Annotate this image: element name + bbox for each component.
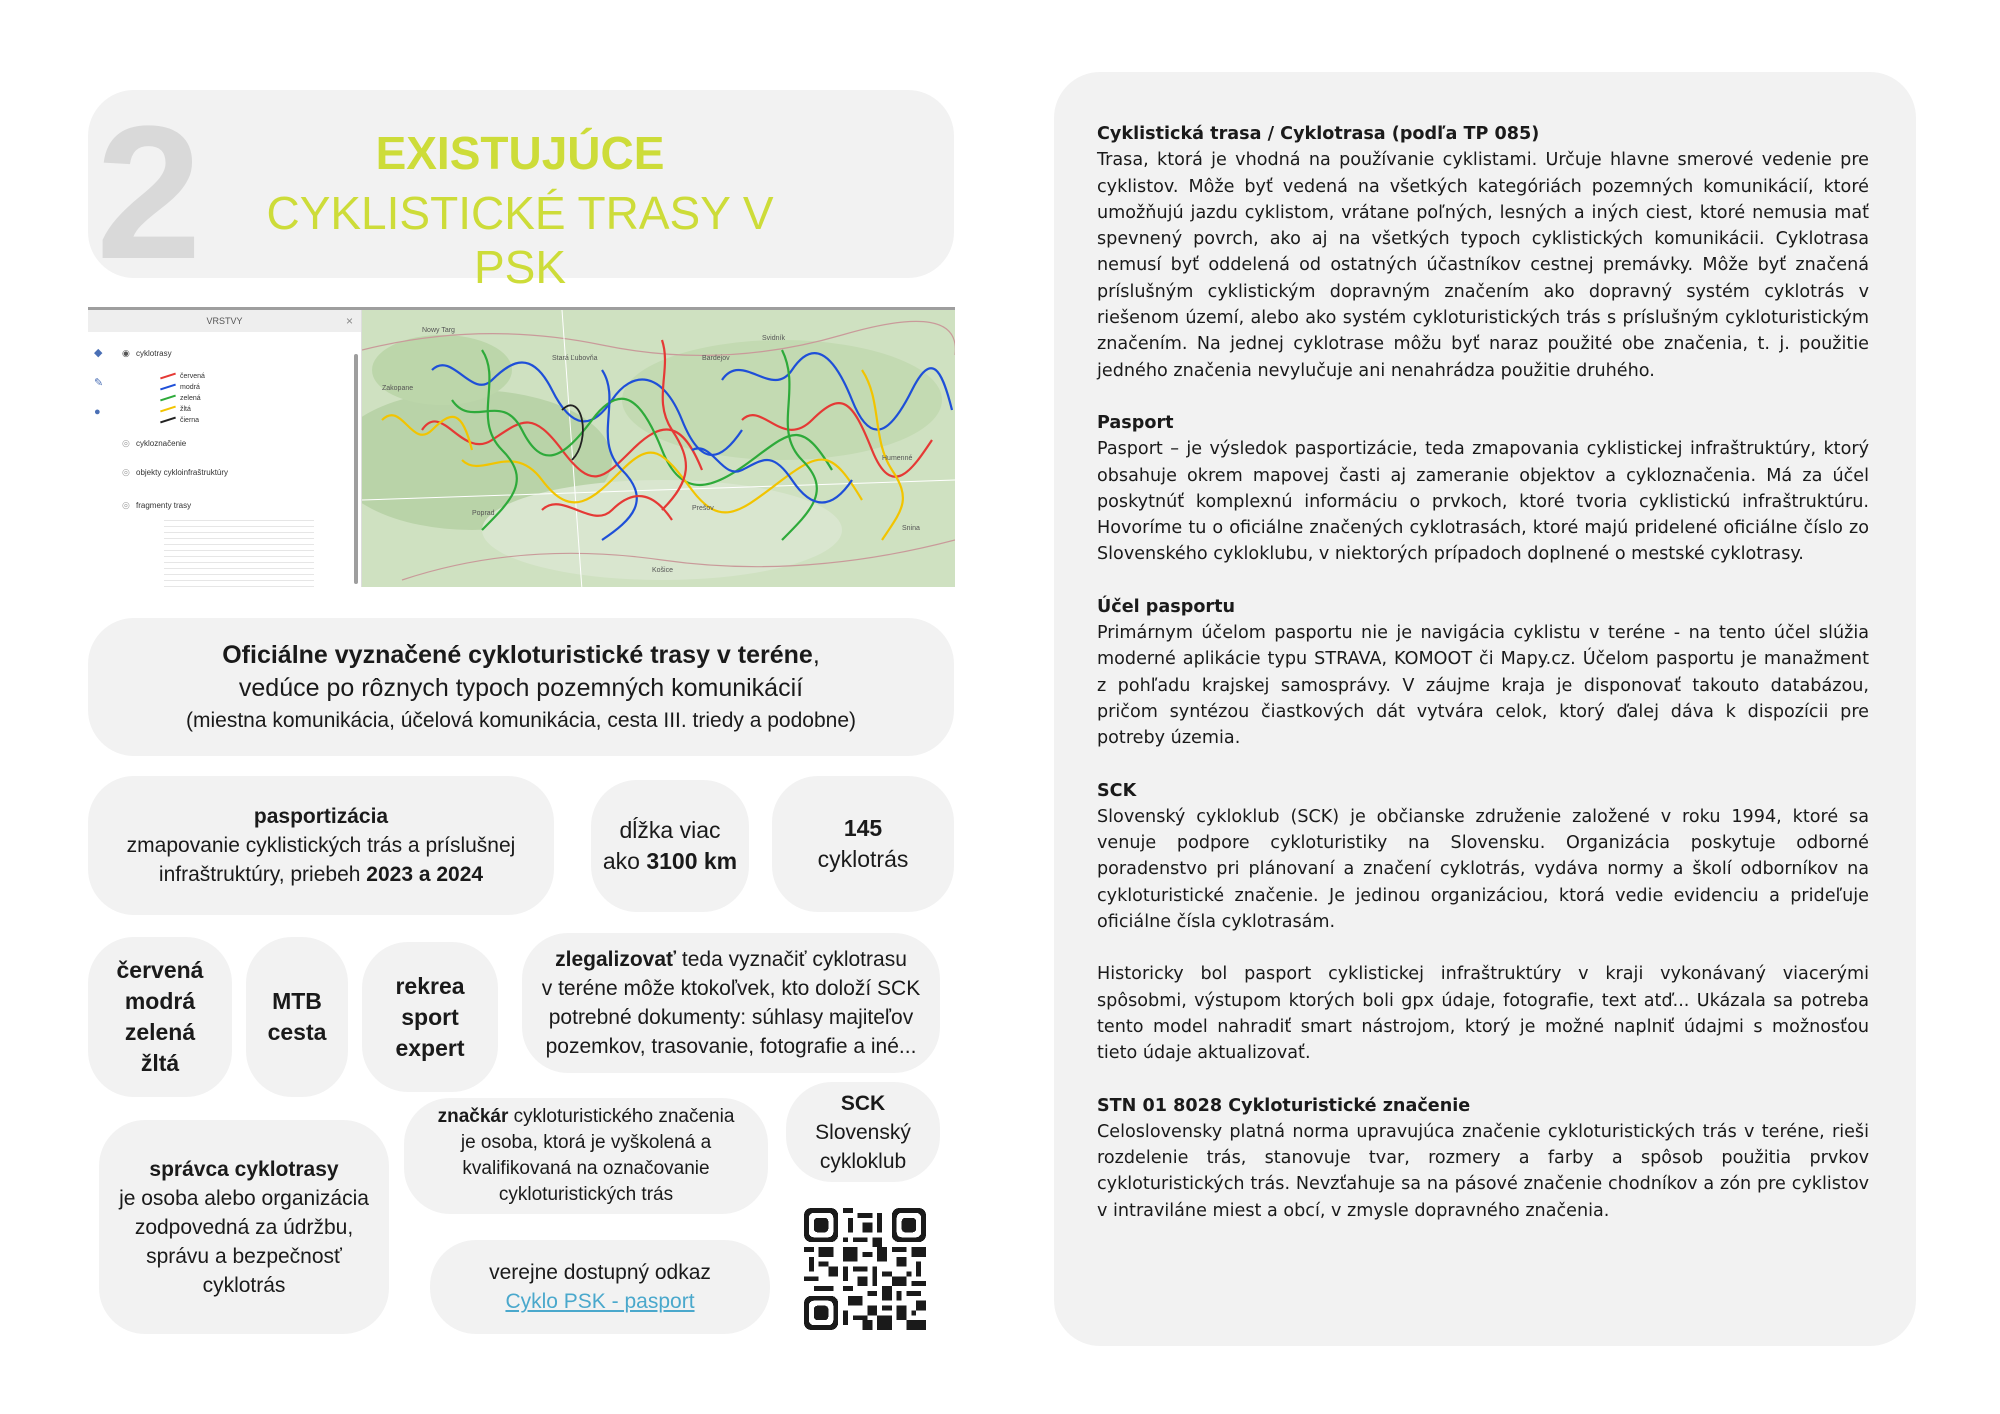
page-title: EXISTUJÚCE <box>375 127 665 179</box>
map-place-label: Humenné <box>882 455 913 462</box>
section-body: Trasa, ktorá je vhodná na používanie cyklistami. Určuje hlavne smerové vedenie pre cyklistov. Môže byť vedená na všetkých kategóriách pozemných komunikácií, ktoré umožňujú jazdu cyklistom, vrátane poľných, lesných a iných ciest, ktoré nemusia mať spevnený povrch, ako aj na všetkých typoch cyklistických komunikácii. Cyklotrasa nemusí byť oddelená od ostatných účastníkov cestnej premávky. Môže byť značená príslušným cyklistickým dopravným značením ako dopravný systém cyklotrás v riešenom území, alebo ako systém cykloturistických trás s príslušným cykloturistickým značením. Na jednej cyklotrase môžu byť naraz použité obe značenia, t. j. použitie jedného značenia nevylučuje ani nenahrádza použitie druhého. <box>1097 150 1869 381</box>
layer-objekty[interactable]: objekty cykloinfraštruktúry <box>136 468 229 477</box>
map-place-label: Košice <box>652 567 674 574</box>
map-place-label: Zakopane <box>382 385 414 392</box>
layers-panel-title: VRSTVY <box>88 310 361 332</box>
route-manager-card: správca cyklotrasy je osoba alebo organizácia zodpovedná za údržbu, správu a bezpečnosť cyklotrás <box>99 1120 389 1334</box>
close-icon[interactable]: × <box>345 314 353 328</box>
section-body: Primárnym účelom pasportu nie je navigácia cyklistu v teréne - na tento účel slúžia moderné aplikácie typu STRAVA, KOMOOT či Mapy.cz. Účelom pasportu je manažment z pohľadu krajskej samosprávy. V záujme kraja je disponovať takouto databázou, pričom syntézou čiastkových dát vytvára celok, ktorý ďalej dáva k dispozícii pre potreby územia. <box>1097 623 1869 749</box>
section-body: Pasport – je výsledok pasportizácie, teda zmapovania cyklistickej infraštruktúry, ktorý obsahuje okrem mapovej časti aj zameranie objektov a cykloznačenia. Má za účel poskytnúť komplexnú informáciu o prvkoch, ktoré tvoria cyklistickú infraštruktúru. Hovoríme tu o oficiálne značených cyklotrasách, ktoré majú pridelené oficiálne číslo zo Slovenského cykloklubu, v niektorých prípadoch doplnené o mestské cyklotrasy. <box>1097 439 1869 565</box>
eye-off-icon[interactable]: ◎ <box>122 438 130 448</box>
section-body: Slovenský cykloklub (SCK) je občianske združenie založené v roku 1994, ktoré sa venuje podpore cykloturistiky na Slovensku. Organizácia poskytuje odborné poradenstvo pri plánovaní a značení cyklotrás, vydáva normy a školí odborníkov na cykloturistické značenie. Je jedinou organizáciou, ktorá vedie evidenciu a prideľuje oficiálne čísla cyklotrasám. <box>1097 806 1869 933</box>
definition-section <box>1097 594 1869 752</box>
map-place-label: Svidník <box>762 335 785 342</box>
legend-item: čierna <box>160 417 199 427</box>
legend-item: červená <box>160 373 205 383</box>
difficulty-card: rekrea sport expert <box>362 942 498 1092</box>
page-subtitle: CYKLISTICKÉ TRASY V PSK <box>266 187 774 293</box>
public-link-card: verejne dostupný odkaz Cyklo PSK - pasport <box>430 1240 770 1334</box>
definition-section <box>1097 121 1869 384</box>
definition-section <box>1097 778 1869 936</box>
sck-card: SCK Slovenský cykloklub <box>786 1082 940 1182</box>
map-screenshot <box>88 307 955 587</box>
map-place-label: Poprad <box>472 510 495 517</box>
official-routes-card: Oficiálne vyznačené cykloturistické trasy v teréne, vedúce po rôznych typoch pozemných komunikácií (miestna komunikácia, účelová komunikácia, cesta III. triedy a podobne) <box>88 618 954 756</box>
map-place-label: Stará Ľubovňa <box>552 355 598 362</box>
section-heading: Pasport <box>1097 412 1174 433</box>
layer-fragmenty[interactable]: fragmenty trasy <box>136 501 192 510</box>
map-place-label: Prešov <box>692 505 714 512</box>
pasportization-card: pasportizácia zmapovanie cyklistických trás a príslušnej infraštruktúry, priebeh 2023 a 2024 <box>88 776 554 915</box>
definition-section <box>1097 961 1869 1066</box>
legend-item: zelená <box>160 395 201 405</box>
section-body: Historicky bol pasport cyklistickej infraštruktúry v kraji vykonávaný viacerými spôsobmi, výstupom ktorých boli gpx údaje, fotografie, text atď... Ukázala sa potreba tento model nahradiť smart nástrojom, ktorý je možné naplniť údajmi s možnosťou tieto údaje aktualizovať. <box>1097 964 1869 1064</box>
legend-item: modrá <box>160 384 200 394</box>
marker-card: značkár cykloturistického značenia je osoba, ktorá je vyškolená a kvalifikovaná na označovanie cykloturistických trás <box>404 1098 768 1214</box>
fragment-sublist <box>164 515 314 587</box>
section-number: 2 <box>96 87 202 299</box>
legend-item: žltá <box>160 406 191 416</box>
definitions-text <box>1097 121 1869 1250</box>
map-place-label: Bardejov <box>702 355 730 362</box>
definition-section <box>1097 1093 1869 1224</box>
section-body: Celoslovensky platná norma upravujúca značenie cykloturistických trás v teréne, rieši rozdelenie trás, stanovuje tvar, rozmery a farby a spôsob použitia prvkov cykloturistických trás. Nevzťahuje sa na pásové značenie chodníkov a zón pre cyklistov v intraviláne miest a obcí, v zmysle dopravného značenia. <box>1097 1121 1869 1221</box>
length-card: dĺžka viac ako 3100 km <box>591 780 749 912</box>
legalize-card: zlegalizovať teda vyznačiť cyklotrasu v teréne môže ktokoľvek, kto doloží SCK potrebné dokumenty: súhlasy majiteľov pozemkov, trasovanie, fotografie a iné... <box>522 933 940 1073</box>
layers-scrollbar[interactable] <box>354 354 358 584</box>
layer-cykloznacenie[interactable]: cykloznačenie <box>136 439 187 448</box>
section-heading: STN 01 8028 Cykloturistické značenie <box>1097 1095 1471 1116</box>
pencil-icon[interactable]: ✎ <box>94 377 104 389</box>
section-heading: Účel pasportu <box>1097 596 1236 617</box>
route-count-card: 145 cyklotrás <box>772 776 954 912</box>
map-view[interactable] <box>362 310 955 587</box>
qr-code[interactable] <box>804 1208 926 1330</box>
definition-section <box>1097 410 1869 568</box>
eye-icon[interactable]: ◉ <box>122 348 130 358</box>
section-heading: Cyklistická trasa / Cyklotrasa (podľa TP 085) <box>1097 124 1540 144</box>
marking-colors-card: červená modrá zelená žltá <box>88 937 232 1097</box>
users-icon[interactable]: ● <box>94 406 101 418</box>
eye-off-icon[interactable]: ◎ <box>122 500 130 510</box>
layers-icon[interactable]: ◆ <box>94 347 103 359</box>
layer-cyklotrasy[interactable]: cyklotrasy <box>136 349 172 358</box>
pasport-link[interactable]: Cyklo PSK - pasport <box>505 1290 695 1313</box>
route-type-card: MTB cesta <box>246 937 348 1097</box>
map-place-label: Nowy Targ <box>422 327 455 334</box>
layers-panel <box>88 310 362 587</box>
map-place-label: Snina <box>902 525 920 532</box>
eye-off-icon[interactable]: ◎ <box>122 467 130 477</box>
section-heading: SCK <box>1097 780 1137 801</box>
